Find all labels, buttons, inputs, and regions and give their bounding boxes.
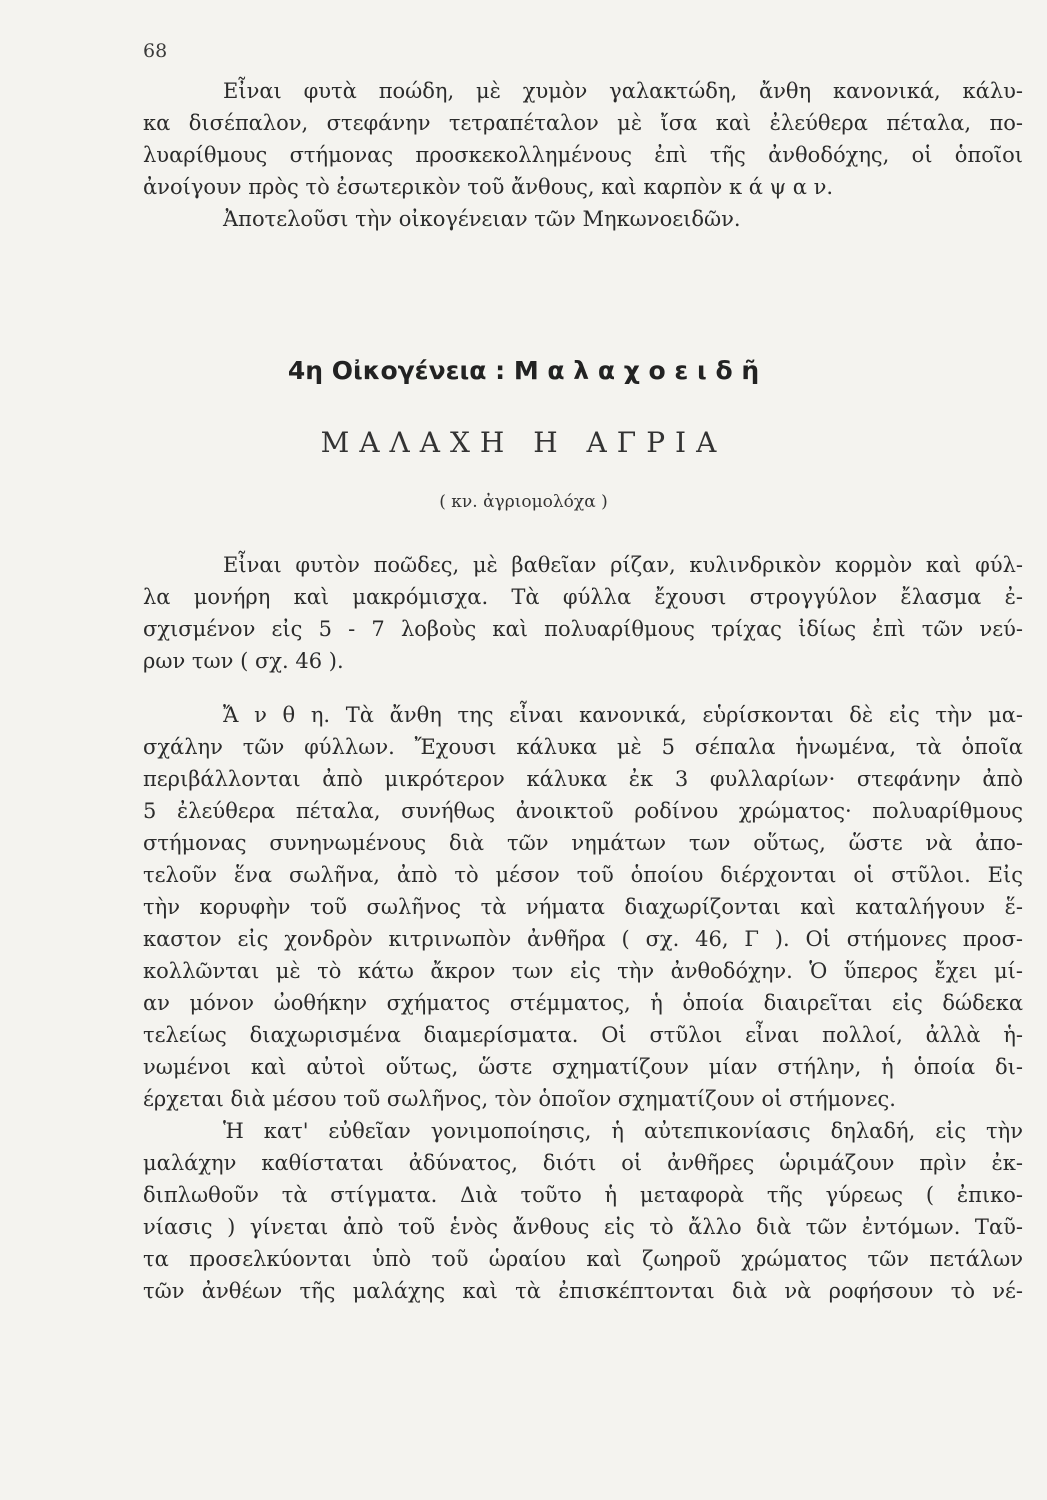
common-name: ( κν. ἀγριομολόχα ) [439,492,608,512]
text-line: διπλωθοῦν τὰ στίγματα. Διὰ τοῦτο ἡ μεταφορὰ τῆς γύρεως ( ἐπικο- [143,1183,1023,1207]
text-line: Εἶναι φυτὰ ποώδη, μὲ χυμὸν γαλακτώδη, ἄνθη κανονικά, κάλυ- [223,79,1023,103]
text-line: περιβάλλονται ἀπὸ μικρότερον κάλυκα ἐκ 3 φυλλαρίων· στεφάνην ἀπὸ [143,767,1023,791]
text-line: καστον εἰς χονδρὸν κιτρινωπὸν ἀνθῆρα ( σχ. 46, Γ ). Οἱ στήμονες προσ- [143,927,1023,951]
text-line: λυαρίθμους στήμονας προσκεκολλημένους ἐπὶ τῆς ἀνθοδόχης, οἱ ὁποῖοι [143,143,1023,167]
text-line: στήμονας συνηνωμένους διὰ τῶν νημάτων των οὕτως, ὥστε νὰ ἀπο- [143,831,1023,855]
text-line: ἀνοίγουν πρὸς τὸ ἐσωτερικὸν τοῦ ἄνθους, καὶ καρπὸν κ ά ψ α ν. [143,175,834,199]
page-number: 68 [143,40,168,62]
text-line: σχισμένον εἰς 5 - 7 λοβοὺς καὶ πολυαρίθμους τρίχας ἰδίως ἐπὶ τῶν νεύ- [143,617,1023,641]
text-line: νίασις ) γίνεται ἀπὸ τοῦ ἑνὸς ἄνθους εἰς τὸ ἄλλο διὰ τῶν ἐντόμων. Ταῦ- [143,1215,1023,1239]
text-line: λα μονήρη καὶ μακρόμισχα. Τὰ φύλλα ἔχουσι στρογγύλον ἔλασμα ἐ- [143,585,1023,609]
text-line: μαλάχην καθίσταται ἀδύνατος, διότι οἱ ἀνθῆρες ὡριμάζουν πρὶν ἐκ- [143,1151,1023,1175]
text-line: τελοῦν ἕνα σωλῆνα, ἀπὸ τὸ μέσον τοῦ ὁποίου διέρχονται οἱ στῦλοι. Εἰς [143,863,1023,887]
text-line: τελείως διαχωρισμένα διαμερίσματα. Οἱ στῦλοι εἶναι πολλοί, ἀλλὰ ἡ- [143,1023,1023,1047]
text-line: αν μόνον ὠοθήκην σχήματος στέμματος, ἡ ὁποία διαιρεῖται εἰς δώδεκα [143,991,1023,1015]
text-line: 5 ἐλεύθερα πέταλα, συνήθως ἀνοικτοῦ ροδίνου χρώματος· πολυαρίθμους [143,799,1023,823]
text-line: σχάλην τῶν φύλλων. Ἔχουσι κάλυκα μὲ 5 σέπαλα ἡνωμένα, τὰ ὁποῖα [143,735,1023,759]
family-heading: 4η Οἰκογένεια : Μ α λ α χ ο ε ι δ ῆ [287,356,760,385]
text-line: Ἄ ν θ η. Τὰ ἄνθη της εἶναι κανονικά, εὑρίσκονται δὲ εἰς τὴν μα- [223,703,1023,727]
text-line: έρχεται διὰ μέσου τοῦ σωλῆνος, τὸν ὁποῖον σχηματίζουν οἱ στήμονες. [143,1087,896,1111]
text-line: Εἶναι φυτὸν ποῶδες, μὲ βαθεῖαν ρίζαν, κυλινδρικὸν κορμὸν καὶ φύλ- [223,553,1023,577]
text-line: ρων των ( σχ. 46 ). [143,649,344,673]
plant-heading: ΜΑΛΑΧΗ Η ΑΓΡΙΑ [320,426,727,459]
text-line: Ἡ κατ' εὐθεῖαν γονιμοποίησις, ἡ αὐτεπικονίασις δηλαδή, εἰς τὴν [223,1119,1023,1143]
text-line: Ἀποτελοῦσι τὴν οἰκογένειαν τῶν Μηκωνοειδῶν. [223,207,741,231]
text-line: τα προσελκύονται ὑπὸ τοῦ ὡραίου καὶ ζωηροῦ χρώματος τῶν πετάλων [143,1247,1023,1271]
text-line: νωμένοι καὶ αὐτοὶ οὕτως, ὥστε σχηματίζουν μίαν στήλην, ἡ ὁποία δι- [143,1055,1023,1079]
text-line: τῶν ἀνθέων τῆς μαλάχης καὶ τὰ ἐπισκέπτονται διὰ νὰ ροφήσουν τὸ νέ- [143,1279,1023,1303]
text-line: τὴν κορυφὴν τοῦ σωλῆνος τὰ νήματα διαχωρίζονται καὶ καταλήγουν ἕ- [143,895,1023,919]
text-line: κολλῶνται μὲ τὸ κάτω ἄκρον των εἰς τὴν ἀνθοδόχην. Ὁ ὕπερος ἔχει μί- [143,959,1023,983]
text-line: κα δισέπαλον, στεφάνην τετραπέταλον μὲ ἴσα καὶ ἐλεύθερα πέταλα, πο- [143,111,1023,135]
